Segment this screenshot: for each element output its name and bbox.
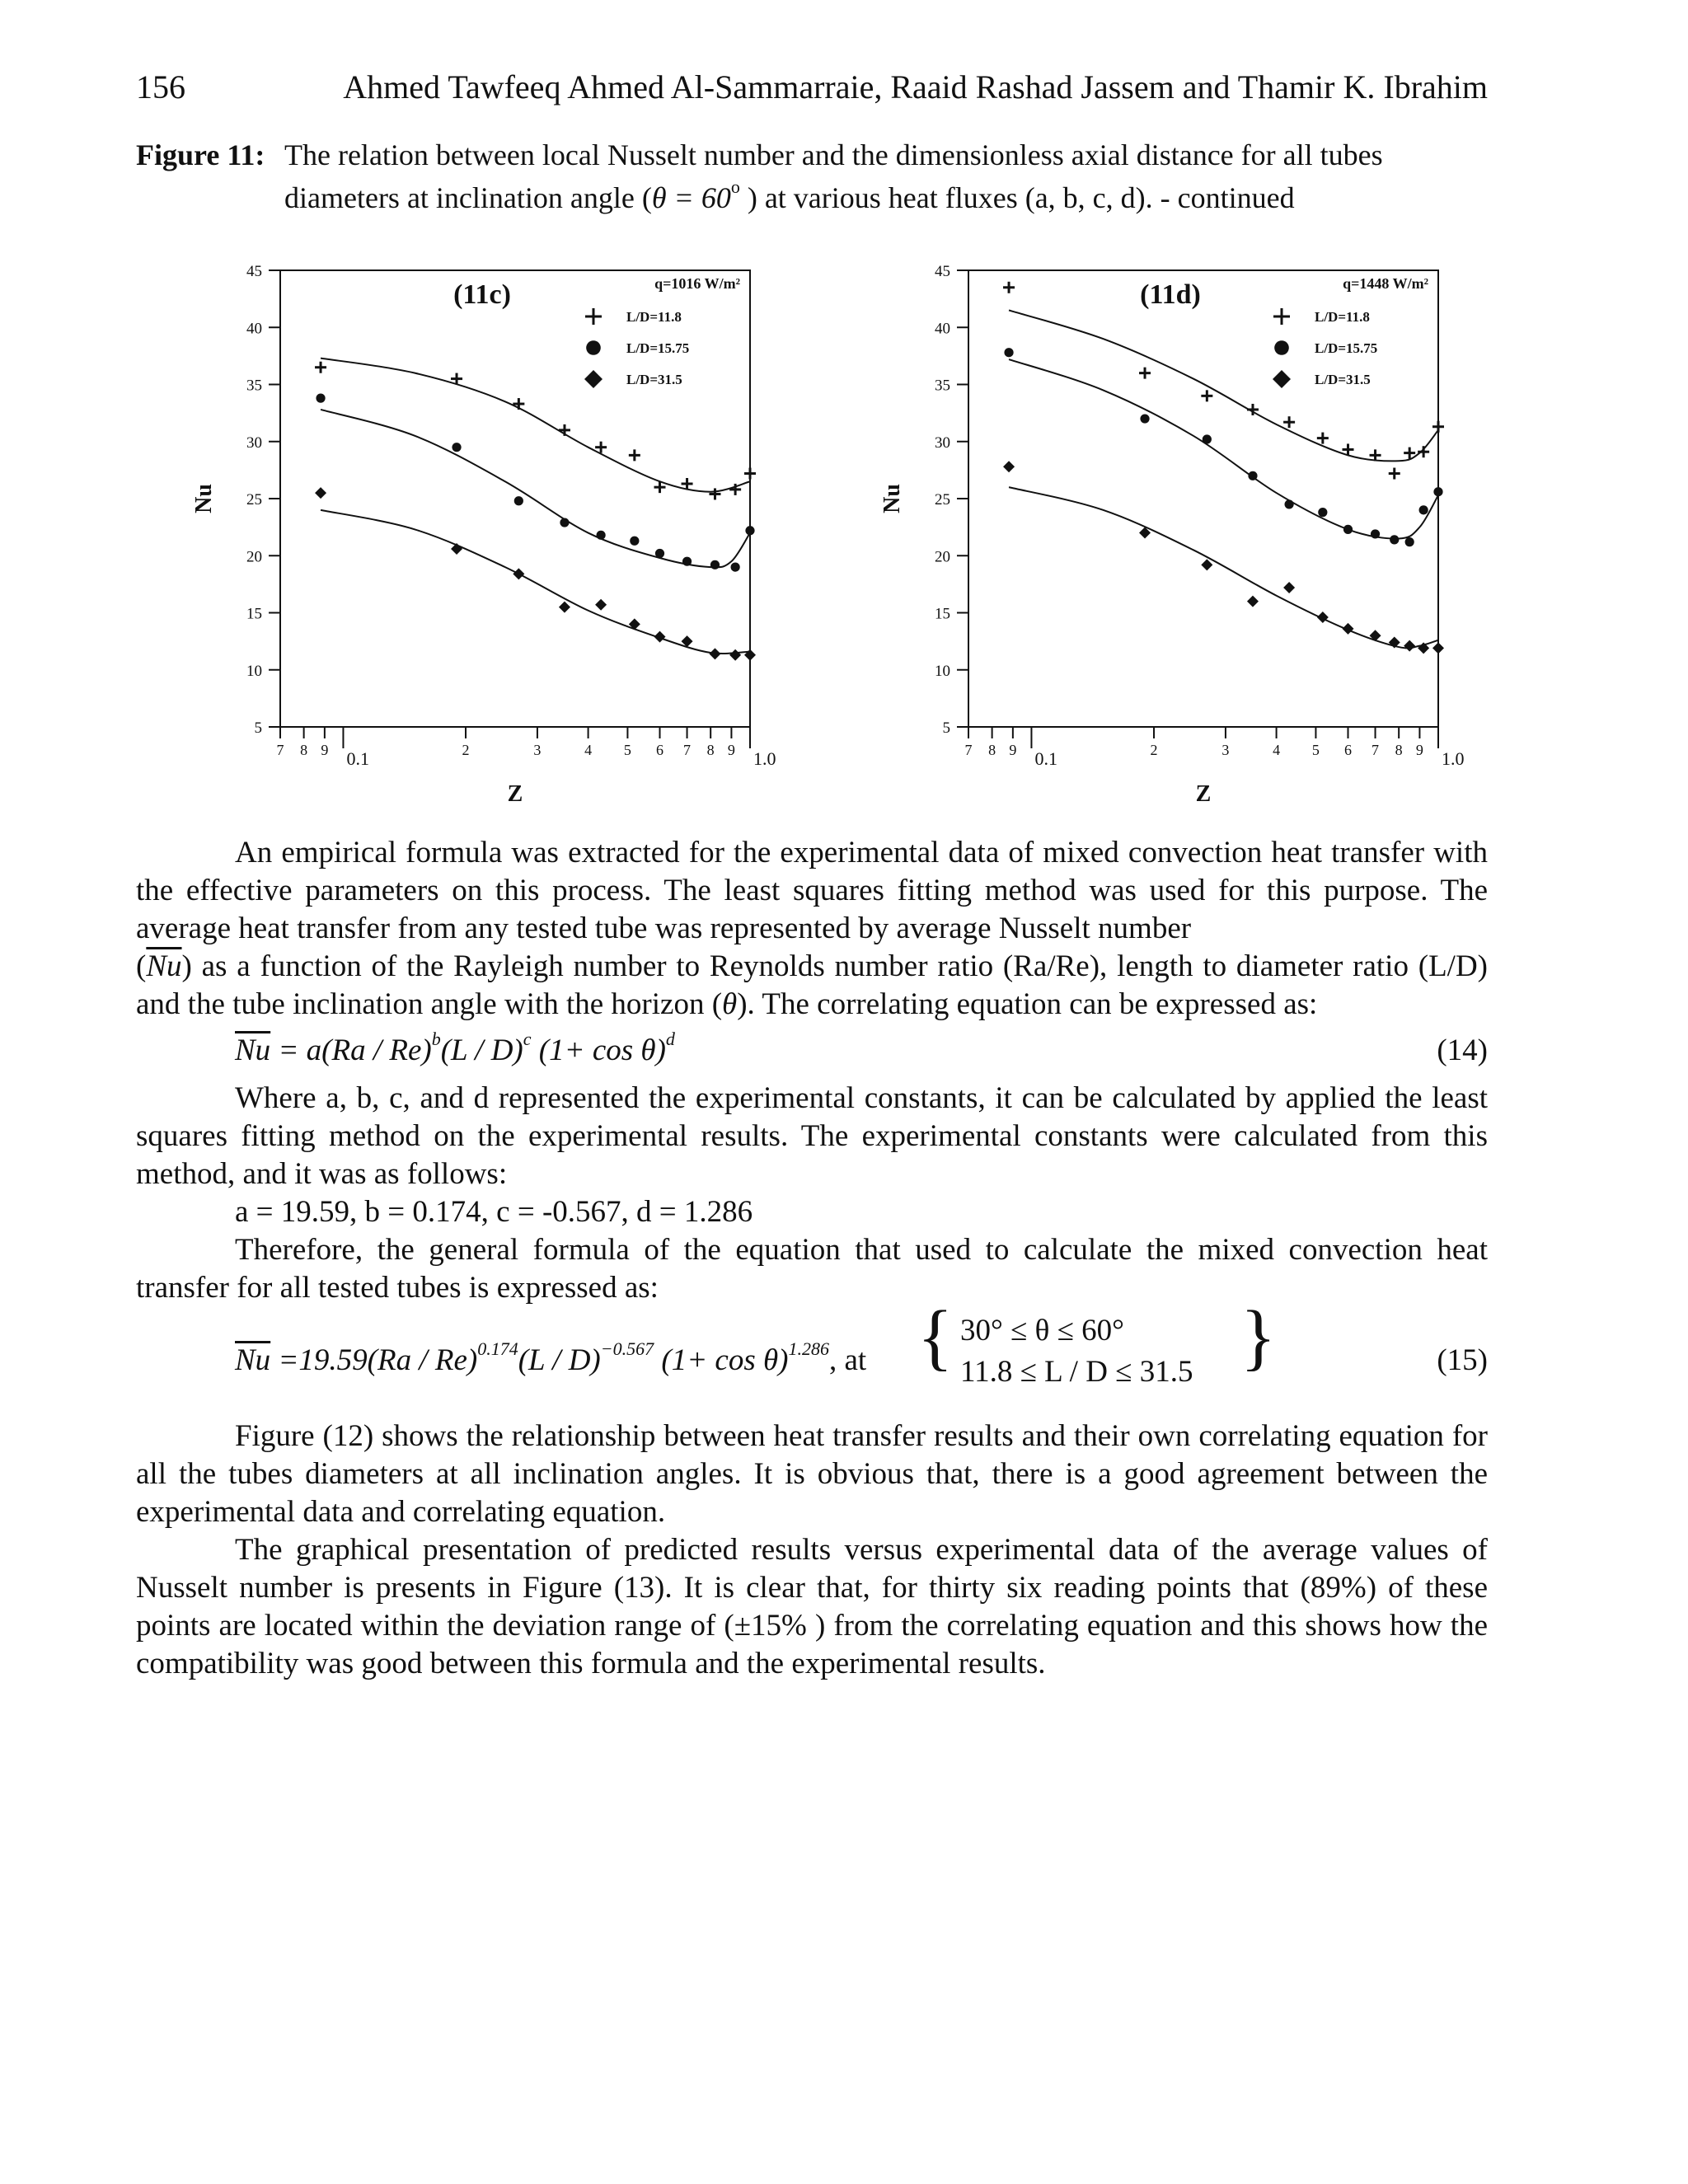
chart-svg: [157, 247, 849, 824]
x-tick-label: 4: [1273, 742, 1281, 758]
y-tick-label: 15: [246, 605, 262, 623]
heat-flux-label: q=1448 W/m²: [1343, 275, 1428, 292]
paragraph-3: Therefore, the general formula of the equation that used to calculate the mixed convection heat transfer for all tested tubes is expressed as:: [136, 1233, 1488, 1305]
caption-post: ) at various heat fluxes (a, b, c, d). - continued: [739, 181, 1295, 214]
fit-curve-2: [1009, 359, 1438, 539]
y-tick-label: 10: [246, 662, 262, 680]
y-tick-label: 10: [935, 662, 950, 680]
y-tick-label: 35: [935, 377, 950, 395]
data-point: [1419, 505, 1428, 514]
figure-label: Figure 11:: [136, 138, 265, 171]
data-point: [1248, 471, 1257, 480]
x-tick-label: 6: [1344, 742, 1353, 758]
legend-label: L/D=15.75: [1315, 340, 1378, 356]
x-tick-label: 7: [276, 742, 284, 758]
legend-marker: [1273, 370, 1291, 388]
paragraph-1: An empirical formula was extracted for the experimental data of mixed convection heat transfer with the effective parameters on this process. The least squares fitting method was used for this purpose. The average heat transfer from any tested tube was represented by average Nusselt number: [136, 836, 1488, 945]
data-point: [1283, 416, 1295, 428]
data-point: [731, 563, 740, 572]
data-point: [1284, 499, 1293, 509]
data-point: [315, 362, 326, 373]
legend-marker: [1274, 340, 1289, 355]
data-point: [1432, 642, 1444, 654]
data-point: [513, 398, 524, 410]
x-tick-label: 4: [584, 742, 593, 758]
data-point: [1201, 390, 1212, 401]
y-tick-label: 45: [935, 263, 950, 280]
x-tick-label: 2: [1150, 742, 1158, 758]
data-point: [451, 543, 462, 555]
data-point: [655, 549, 664, 558]
y-tick-label: 30: [246, 434, 262, 452]
x-tick-label: 6: [656, 742, 664, 758]
data-point: [654, 631, 666, 643]
data-point: [710, 560, 720, 569]
heat-flux-label: q=1016 W/m²: [654, 275, 740, 292]
legend-marker: [585, 308, 602, 325]
data-point: [729, 649, 741, 661]
y-tick-label: 5: [254, 719, 262, 737]
y-tick-label: 20: [246, 548, 262, 566]
x-tick-label: 3: [1221, 742, 1230, 758]
legend-label: L/D=15.75: [626, 340, 690, 356]
x-tick-label: 2: [462, 742, 470, 758]
data-point: [452, 443, 461, 452]
legend-label: L/D=31.5: [626, 372, 682, 387]
x-tick-label: 0.1: [1034, 748, 1057, 769]
p1b-text: ) as a function of the Rayleigh number to Reynolds number ratio (Ra/Re), length to diameter ratio (L/D) and the tube inclination angle with the horizon (: [136, 949, 1488, 1021]
x-tick-label: 9: [727, 742, 735, 758]
data-point: [1004, 348, 1013, 357]
page-number: 156: [136, 68, 185, 105]
paragraph-5: The graphical presentation of predicted results versus experimental data of the average values of Nusselt number is presents in Figure (13). It is clear that, for thirty six reading points that (89%) of these points are located within the deviation range of (±15% ) from the correlating equation and this shows how the compatibility was good between this formula and the experimental results.: [136, 1533, 1488, 1680]
data-point: [1433, 487, 1442, 496]
data-point: [1405, 537, 1414, 546]
x-tick-label: 8: [1395, 742, 1403, 758]
data-point: [1003, 282, 1015, 293]
x-tick-label: 3: [533, 742, 542, 758]
y-tick-label: 25: [935, 491, 950, 509]
y-axis-label: Nu: [191, 484, 217, 513]
data-point: [744, 468, 756, 480]
author-line: Ahmed Tawfeeq Ahmed Al-Sammarraie, Raaid Rashad Jassem and Thamir K. Ibrahim: [343, 68, 1488, 105]
eq15-number: (15): [1437, 1343, 1488, 1377]
eq14-body: $\overline{Nu} = a(Ra / Re)^b(L / D)^c$ $(1+ \cos \theta)^d$: [235, 1029, 675, 1067]
y-tick-label: 15: [935, 605, 950, 623]
caption-pre: diameters at inclination angle (: [284, 181, 652, 214]
paragraph-1b: $(\overline{Nu})$ as a function of the Rayleigh number to Reynolds number ratio (Ra/Re), length to diameter ratio (L/D) and the tube inclination angle with the horizon (θ). The correlating equation can be expressed as:: [136, 949, 1488, 1021]
x-axis-label: Z: [1195, 781, 1212, 807]
nu-overline: $\overline{Nu}$: [146, 949, 182, 983]
data-point: [316, 394, 325, 403]
caption-line-2: [284, 176, 1488, 219]
x-tick-label: 8: [300, 742, 308, 758]
data-point: [1003, 461, 1015, 472]
legend-marker: [1273, 308, 1290, 325]
data-point: [1432, 421, 1444, 433]
x-tick-label: 9: [321, 742, 329, 758]
chart-svg: [845, 247, 1537, 824]
y-tick-label: 25: [246, 491, 262, 509]
caption-angle: θ = 60: [651, 181, 731, 214]
caption-degree: o: [730, 176, 740, 197]
y-tick-label: 5: [942, 719, 950, 737]
panel-label: (11c): [453, 279, 511, 310]
data-point: [559, 424, 570, 436]
chart-11d: [845, 247, 1537, 824]
eq14-number: (14): [1437, 1033, 1488, 1067]
data-point: [560, 518, 569, 527]
data-point: [1318, 508, 1327, 517]
data-point: [1389, 468, 1400, 480]
legend-marker: [584, 370, 603, 388]
cond-angle: 30° ≤ θ ≤ 60°: [960, 1314, 1124, 1347]
y-tick-label: 40: [246, 320, 262, 338]
fit-curve-1: [321, 359, 750, 492]
caption-line-1: The relation between local Nusselt number and the dimensionless axial distance for all tubes: [284, 138, 1383, 171]
x-tick-label: 9: [1009, 742, 1017, 758]
data-point: [1343, 623, 1354, 635]
data-point: [709, 488, 720, 499]
x-tick-label: 7: [964, 742, 973, 758]
data-point: [1343, 525, 1353, 534]
data-point: [1390, 535, 1399, 544]
data-point: [595, 599, 607, 611]
x-tick-label: 1.0: [753, 748, 776, 769]
chart-11c: [157, 247, 849, 824]
data-point: [315, 487, 326, 499]
x-tick-label: 5: [623, 742, 631, 758]
data-point: [1317, 433, 1329, 444]
y-tick-label: 45: [246, 263, 262, 280]
legend-label: L/D=11.8: [626, 309, 682, 325]
data-point: [629, 449, 640, 461]
y-tick-label: 30: [935, 434, 950, 452]
data-point: [1139, 368, 1151, 379]
caption-text: [284, 134, 1488, 219]
data-point: [1201, 559, 1212, 570]
y-axis-label: Nu: [879, 484, 905, 513]
plot-frame: [968, 270, 1438, 727]
legend-marker: [586, 340, 601, 355]
data-point: [513, 568, 524, 579]
data-point: [682, 557, 692, 566]
p1c-text: ). The correlating equation can be expressed as:: [737, 987, 1318, 1021]
data-point: [709, 648, 720, 659]
data-point: [1247, 596, 1259, 607]
data-point: [1283, 582, 1295, 593]
x-tick-label: 7: [683, 742, 692, 758]
fit-curve-3: [321, 510, 750, 654]
x-tick-label: 5: [1311, 742, 1320, 758]
x-axis-label: Z: [507, 781, 523, 807]
theta-symbol: θ: [722, 987, 738, 1021]
data-point: [1404, 640, 1415, 652]
eq15-body: $\overline{Nu} =19.59(Ra / Re)^{0.174}(L / D)^{-0.567}$ $(1+ \cos \theta)^{1.286}$, at: [235, 1338, 867, 1377]
x-tick-label: 7: [1372, 742, 1380, 758]
data-point: [630, 537, 639, 546]
data-point: [1140, 414, 1149, 423]
constants-line: a = 19.59, b = 0.174, c = -0.567, d = 1.286: [235, 1195, 753, 1229]
legend-label: L/D=31.5: [1315, 372, 1371, 387]
y-tick-label: 20: [935, 548, 950, 566]
x-tick-label: 0.1: [346, 748, 369, 769]
x-tick-label: 8: [706, 742, 715, 758]
equation-14: [136, 1029, 1488, 1080]
data-point: [596, 531, 605, 540]
paragraph-2: Where a, b, c, and d represented the experimental constants, it can be calculated by applied the least squares fitting method on the experimental results. The experimental constants were calculated from this method, and it was as follows:: [136, 1081, 1488, 1191]
equation-15: [136, 1296, 1488, 1418]
paragraph-4: Figure (12) shows the relationship between heat transfer results and their own correlating equation for all the tubes diameters at all inclination angles. It is obvious that, there is a good agreement between the experimental data and correlating equation.: [136, 1419, 1488, 1529]
y-tick-label: 35: [246, 377, 262, 395]
x-tick-label: 8: [988, 742, 996, 758]
x-tick-label: 1.0: [1442, 748, 1465, 769]
legend-label: L/D=11.8: [1315, 309, 1370, 325]
data-point: [1371, 529, 1380, 538]
fit-curve-1: [1009, 310, 1438, 461]
fit-curve-3: [1009, 487, 1438, 648]
eq15-conditions: { 30° ≤ θ ≤ 60° 11.8 ≤ L / D ≤ 31.5 }: [944, 1310, 1193, 1393]
data-point: [745, 526, 754, 535]
x-tick-label: 9: [1415, 742, 1423, 758]
panel-label: (11d): [1140, 279, 1201, 310]
y-tick-label: 40: [935, 320, 950, 338]
data-point: [1418, 446, 1429, 457]
data-point: [559, 602, 570, 613]
cond-ld: 11.8 ≤ L / D ≤ 31.5: [960, 1355, 1193, 1389]
data-point: [744, 649, 756, 661]
data-point: [1203, 434, 1212, 443]
data-point: [514, 496, 523, 505]
body-text: [136, 834, 1488, 1683]
